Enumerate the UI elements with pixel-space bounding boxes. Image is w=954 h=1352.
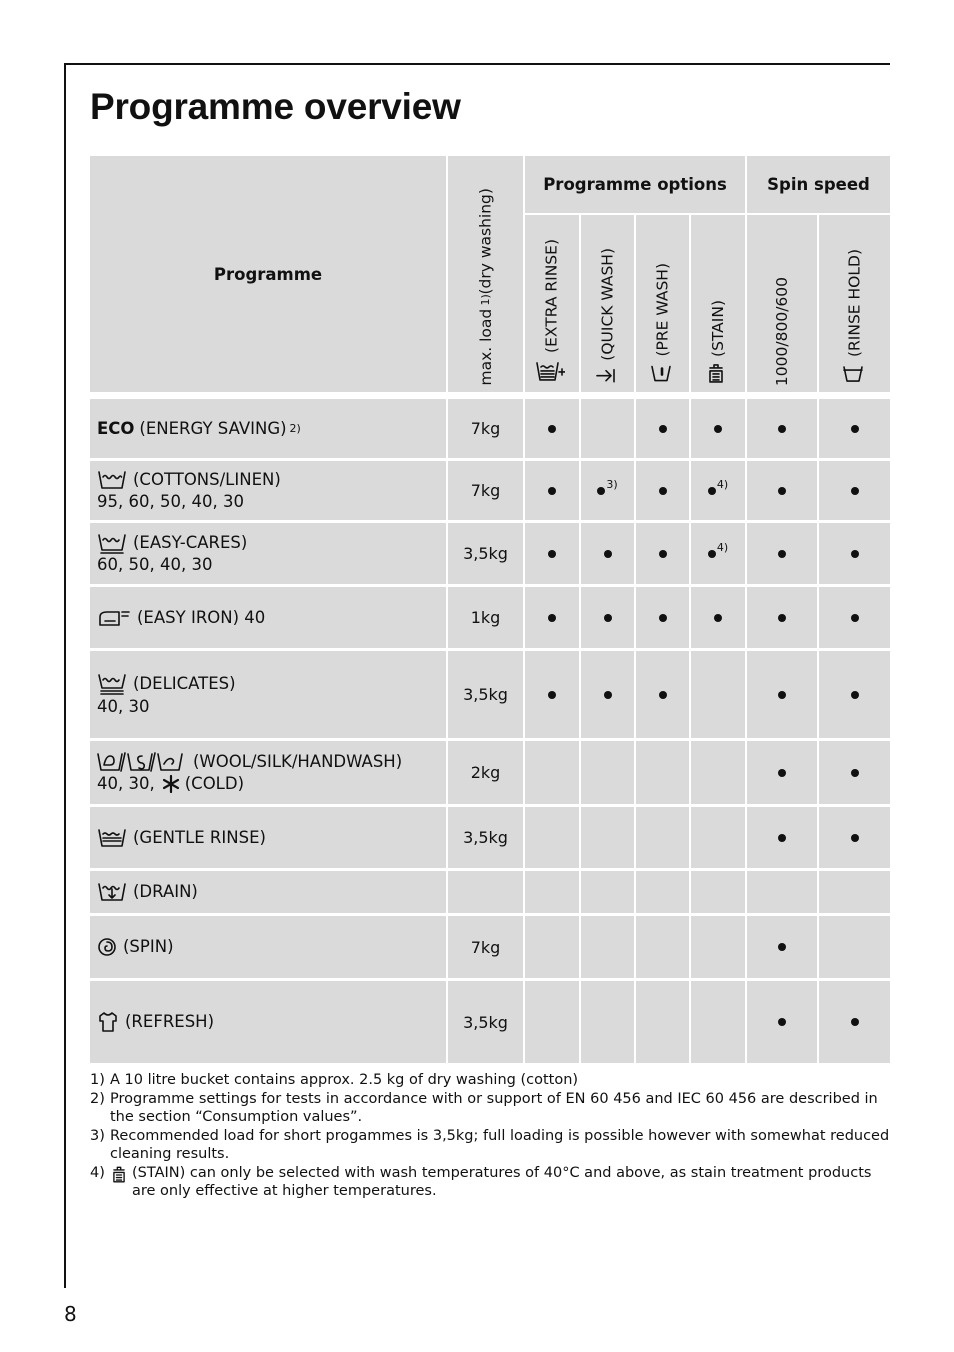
header-programme-options (525, 156, 745, 213)
available-dot (659, 425, 667, 433)
table-row-option-spin-speed-values (747, 651, 817, 738)
available-dot (851, 769, 859, 777)
table-row-programme (90, 807, 446, 868)
table-row-option-stain (691, 981, 745, 1063)
programme-temperatures-text: 95, 60, 50, 40, 30 (97, 491, 244, 511)
available-dot (708, 487, 716, 495)
stain-icon (706, 365, 730, 383)
easy-cares-icon (97, 532, 127, 554)
programme-name-line (97, 751, 446, 773)
available-dot (778, 1018, 786, 1026)
header-col-extra-rinse-text (537, 239, 567, 386)
available-dot (659, 550, 667, 558)
available-dot (778, 943, 786, 951)
footnote (90, 1090, 890, 1126)
table-row-load (448, 741, 523, 804)
available-dot (714, 614, 722, 622)
table-row-option-quick-wash (581, 399, 634, 458)
header-col-stain (691, 215, 745, 392)
table-row-programme (90, 981, 446, 1063)
table-row-option-extra-rinse (525, 871, 579, 913)
table-row-option-extra-rinse (525, 399, 579, 458)
table-row-option-spin-speed-values (747, 399, 817, 458)
programme-name: (EASY-CARES) (133, 532, 248, 552)
table-row-option-stain (691, 399, 745, 458)
header-col-stain-text (709, 300, 728, 386)
table-row-programme (90, 871, 446, 913)
drain-icon (97, 881, 127, 903)
table-row-option-quick-wash (581, 461, 634, 520)
programme-name: (DRAIN) (133, 882, 198, 901)
table-row-programme (90, 461, 446, 520)
header-col-rinse-hold (819, 215, 890, 392)
available-dot (548, 691, 556, 699)
available-dot (548, 425, 556, 433)
header-programme-label: Programme (213, 264, 323, 284)
table-row-option-pre-wash (636, 523, 689, 584)
table-row-option-pre-wash (636, 587, 689, 648)
table-row-option-extra-rinse (525, 651, 579, 738)
table-row-option-extra-rinse (525, 741, 579, 804)
footnote-text: A 10 litre bucket contains approx. 2.5 kg of dry washing (cotton) (110, 1072, 579, 1088)
header-col-quick-wash-text (597, 248, 619, 386)
table-row-option-quick-wash (581, 587, 634, 648)
table-row-option-extra-rinse (525, 916, 579, 978)
table-row-load (448, 587, 523, 648)
header-col-extra-rinse-label: (EXTRA RINSE) (542, 239, 561, 353)
load-value: 7kg (470, 419, 501, 438)
available-dot (708, 550, 716, 558)
header-max-load-text (476, 188, 496, 386)
header-spin-speed (747, 156, 890, 213)
available-dot (659, 487, 667, 495)
programme-temperatures (97, 554, 446, 576)
programme-name: (WOOL/SILK/HANDWASH) (193, 751, 403, 771)
header-col-spin-speed-values (747, 215, 817, 392)
available-dot (604, 691, 612, 699)
footnote-text: Recommended load for short progammes is 3,5kg; full loading is possible however with somewhat reduced cleaning results. (110, 1128, 890, 1162)
programme-name-line (97, 672, 446, 696)
table-row-option-rinse-hold (819, 741, 890, 804)
table-row-load (448, 461, 523, 520)
programme-bold-label: ECO (97, 418, 135, 438)
table-row-option-rinse-hold (819, 807, 890, 868)
table-row-option-stain (691, 523, 745, 584)
available-dot (851, 425, 859, 433)
table-row-option-stain (691, 651, 745, 738)
max-load-footnote-ref: 1) (478, 294, 492, 307)
header-col-rinse-hold-text (844, 249, 866, 386)
page-number: 8 (64, 1302, 77, 1326)
table-row-option-stain (691, 871, 745, 913)
available-dot (604, 550, 612, 558)
programme-footnote-ref: 2) (289, 421, 301, 435)
programme-name: (SPIN) (123, 937, 174, 956)
programme-name: (DELICATES) (133, 673, 236, 693)
cottons-icon (97, 469, 127, 491)
table-row-option-extra-rinse (525, 461, 579, 520)
available-dot (548, 614, 556, 622)
table-row-option-spin-speed-values (747, 461, 817, 520)
header-col-quick-wash (581, 215, 634, 392)
footnote (90, 1127, 890, 1163)
spin-icon (97, 937, 117, 957)
load-value: 7kg (470, 937, 501, 957)
programme-temperatures-suffix: (COLD) (184, 773, 245, 793)
extra-rinse-icon (538, 357, 566, 387)
header-col-spin-speed-values-text (773, 277, 792, 386)
available-dot (851, 834, 859, 842)
table-row-load (448, 651, 523, 738)
programme-name-line (97, 936, 446, 958)
footnote-number: 3) (90, 1128, 105, 1144)
available-dot (778, 769, 786, 777)
table-row-option-quick-wash (581, 871, 634, 913)
load-value: 3,5kg (463, 1012, 508, 1032)
stain-icon (111, 1167, 126, 1184)
rinse-hold-icon (843, 363, 867, 385)
table-row-option-quick-wash (581, 916, 634, 978)
table-row-option-rinse-hold (819, 871, 890, 913)
available-dot (778, 614, 786, 622)
page-title: Programme overview (90, 86, 461, 127)
programme-temperatures-text: 40, 30 (97, 696, 150, 716)
footnote-number: 4) (90, 1165, 105, 1181)
spin-speed-label: Spin speed (767, 175, 870, 194)
load-value: 3,5kg (463, 544, 508, 563)
table-row-option-extra-rinse (525, 587, 579, 648)
header-col-rinse-hold-label: (RINSE HOLD) (845, 248, 863, 357)
available-dot (659, 691, 667, 699)
table-row-programme (90, 523, 446, 584)
table-row-option-spin-speed-values (747, 587, 817, 648)
header-col-extra-rinse (525, 215, 579, 392)
table-row-programme (90, 399, 446, 458)
programme-name: (REFRESH) (125, 1012, 215, 1031)
easy-iron-icon (97, 607, 131, 629)
table-row-option-stain (691, 461, 745, 520)
header-col-pre-wash (636, 215, 689, 392)
table-row-load (448, 807, 523, 868)
header-max-load (448, 156, 523, 392)
refresh-icon (97, 1011, 119, 1033)
table-row-option-rinse-hold (819, 916, 890, 978)
table-row-option-pre-wash (636, 807, 689, 868)
programme-temperatures (97, 696, 446, 718)
table-row-option-quick-wash (581, 981, 634, 1063)
table-row-programme (90, 587, 446, 648)
table-row-option-stain (691, 807, 745, 868)
table-row-option-pre-wash (636, 916, 689, 978)
table-row-option-spin-speed-values (747, 916, 817, 978)
programme-name-line (97, 1011, 446, 1033)
table-row-load (448, 981, 523, 1063)
programme-name-line (97, 607, 446, 629)
pre-wash-icon (651, 363, 675, 385)
header-col-spin-speed-values-label: 1000/800/600 (772, 276, 791, 386)
table-row-option-quick-wash (581, 807, 634, 868)
frame-left-rule (64, 63, 66, 1288)
load-value: 3,5kg (463, 828, 508, 847)
header-col-quick-wash-label: (QUICK WASH) (598, 248, 616, 361)
load-value: 2kg (470, 763, 501, 782)
table-row-option-quick-wash (581, 523, 634, 584)
header-programme (90, 156, 446, 392)
max-load-sublabel: (dry washing) (476, 188, 494, 295)
footnote (90, 1164, 890, 1200)
programme-name: (COTTONS/LINEN) (133, 469, 281, 489)
available-dot (851, 614, 859, 622)
table-row-option-quick-wash (581, 651, 634, 738)
available-dot (851, 1018, 859, 1026)
table-row-option-pre-wash (636, 461, 689, 520)
wool-silk-handwash-icon (97, 751, 187, 773)
available-dot (778, 834, 786, 842)
table-row-option-rinse-hold (819, 587, 890, 648)
available-dot (548, 487, 556, 495)
available-dot (778, 691, 786, 699)
programme-temperatures-text: 40, 30, (97, 773, 155, 793)
table-row-option-spin-speed-values (747, 523, 817, 584)
table-row-programme (90, 916, 446, 978)
available-dot (851, 691, 859, 699)
dot-footnote-ref: 3) (606, 478, 618, 491)
max-load-label: max. load (476, 309, 495, 386)
table-row-option-rinse-hold (819, 399, 890, 458)
available-dot (851, 550, 859, 558)
programme-name-line (97, 418, 446, 440)
dot-footnote-ref: 4) (716, 478, 729, 491)
programme-temperatures (97, 773, 446, 795)
load-value: 7kg (470, 481, 501, 500)
programme-name-line (97, 881, 446, 903)
table-row-load (448, 523, 523, 584)
programme-name: (GENTLE RINSE) (133, 827, 266, 847)
footnote-body (110, 1090, 890, 1126)
table-row-load (448, 399, 523, 458)
available-dot (659, 614, 667, 622)
footnote-body (110, 1164, 890, 1200)
load-value: 3,5kg (463, 685, 508, 704)
table-row-option-extra-rinse (525, 523, 579, 584)
programme-name: (EASY IRON) 40 (137, 607, 266, 627)
table-row-load (448, 916, 523, 978)
programme-name: (ENERGY SAVING) (139, 418, 287, 438)
cold-icon (161, 774, 181, 794)
table-row-option-spin-speed-values (747, 807, 817, 868)
table-row-option-rinse-hold (819, 981, 890, 1063)
available-dot (778, 487, 786, 495)
footnote (90, 1071, 890, 1089)
table-row-option-spin-speed-values (747, 871, 817, 913)
header-col-stain-label: (STAIN) (708, 300, 727, 357)
header-col-pre-wash-label: (PRE WASH) (653, 263, 671, 357)
available-dot (778, 425, 786, 433)
header-col-pre-wash-text (652, 263, 674, 386)
table-row-option-quick-wash (581, 741, 634, 804)
footnote-number: 1) (90, 1072, 105, 1088)
available-dot (604, 614, 612, 622)
programme-options-label: Programme options (543, 175, 727, 194)
table-row-option-stain (691, 741, 745, 804)
gentle-rinse-icon (97, 827, 127, 849)
table-row-option-rinse-hold (819, 651, 890, 738)
footnote-number: 2) (90, 1091, 105, 1107)
table-row-option-extra-rinse (525, 807, 579, 868)
table-row-programme (90, 651, 446, 738)
table-row-option-stain (691, 587, 745, 648)
quick-wash-icon (598, 365, 618, 387)
available-dot (597, 487, 605, 495)
table-row-option-pre-wash (636, 741, 689, 804)
available-dot (548, 550, 556, 558)
available-dot (714, 425, 722, 433)
footnotes (90, 1071, 890, 1201)
table-row-option-spin-speed-values (747, 981, 817, 1063)
programme-temperatures (97, 491, 446, 513)
table-row-option-stain (691, 916, 745, 978)
programme-name-line (97, 469, 446, 491)
available-dot (851, 487, 859, 495)
footnote-text: (STAIN) can only be selected with wash temperatures of 40°C and above, as stain treatment products are only effective at higher temperatures. (132, 1165, 872, 1199)
footnote-text: Programme settings for tests in accordance with or support of EN 60 456 and IEC 60 456 are described in the section “Consumption values”. (110, 1091, 878, 1125)
dot-footnote-ref: 4) (716, 541, 729, 554)
table-row-option-pre-wash (636, 981, 689, 1063)
load-value: 1kg (470, 608, 501, 627)
programme-temperatures-text: 60, 50, 40, 30 (97, 554, 213, 574)
table-row-option-extra-rinse (525, 981, 579, 1063)
table-row-option-pre-wash (636, 399, 689, 458)
table-row-option-pre-wash (636, 871, 689, 913)
table-row-option-spin-speed-values (747, 741, 817, 804)
available-dot (778, 550, 786, 558)
footnote-body (110, 1127, 890, 1163)
table-row-option-rinse-hold (819, 523, 890, 584)
programme-name-line (97, 827, 446, 849)
table-row-load (448, 871, 523, 913)
programme-overview-table (90, 156, 890, 1064)
table-row-option-rinse-hold (819, 461, 890, 520)
table-row-programme (90, 741, 446, 804)
footnote-body (110, 1071, 890, 1089)
programme-name-line (97, 532, 446, 554)
table-row-option-pre-wash (636, 651, 689, 738)
delicates-icon (97, 672, 127, 696)
frame-top-rule (64, 63, 890, 65)
